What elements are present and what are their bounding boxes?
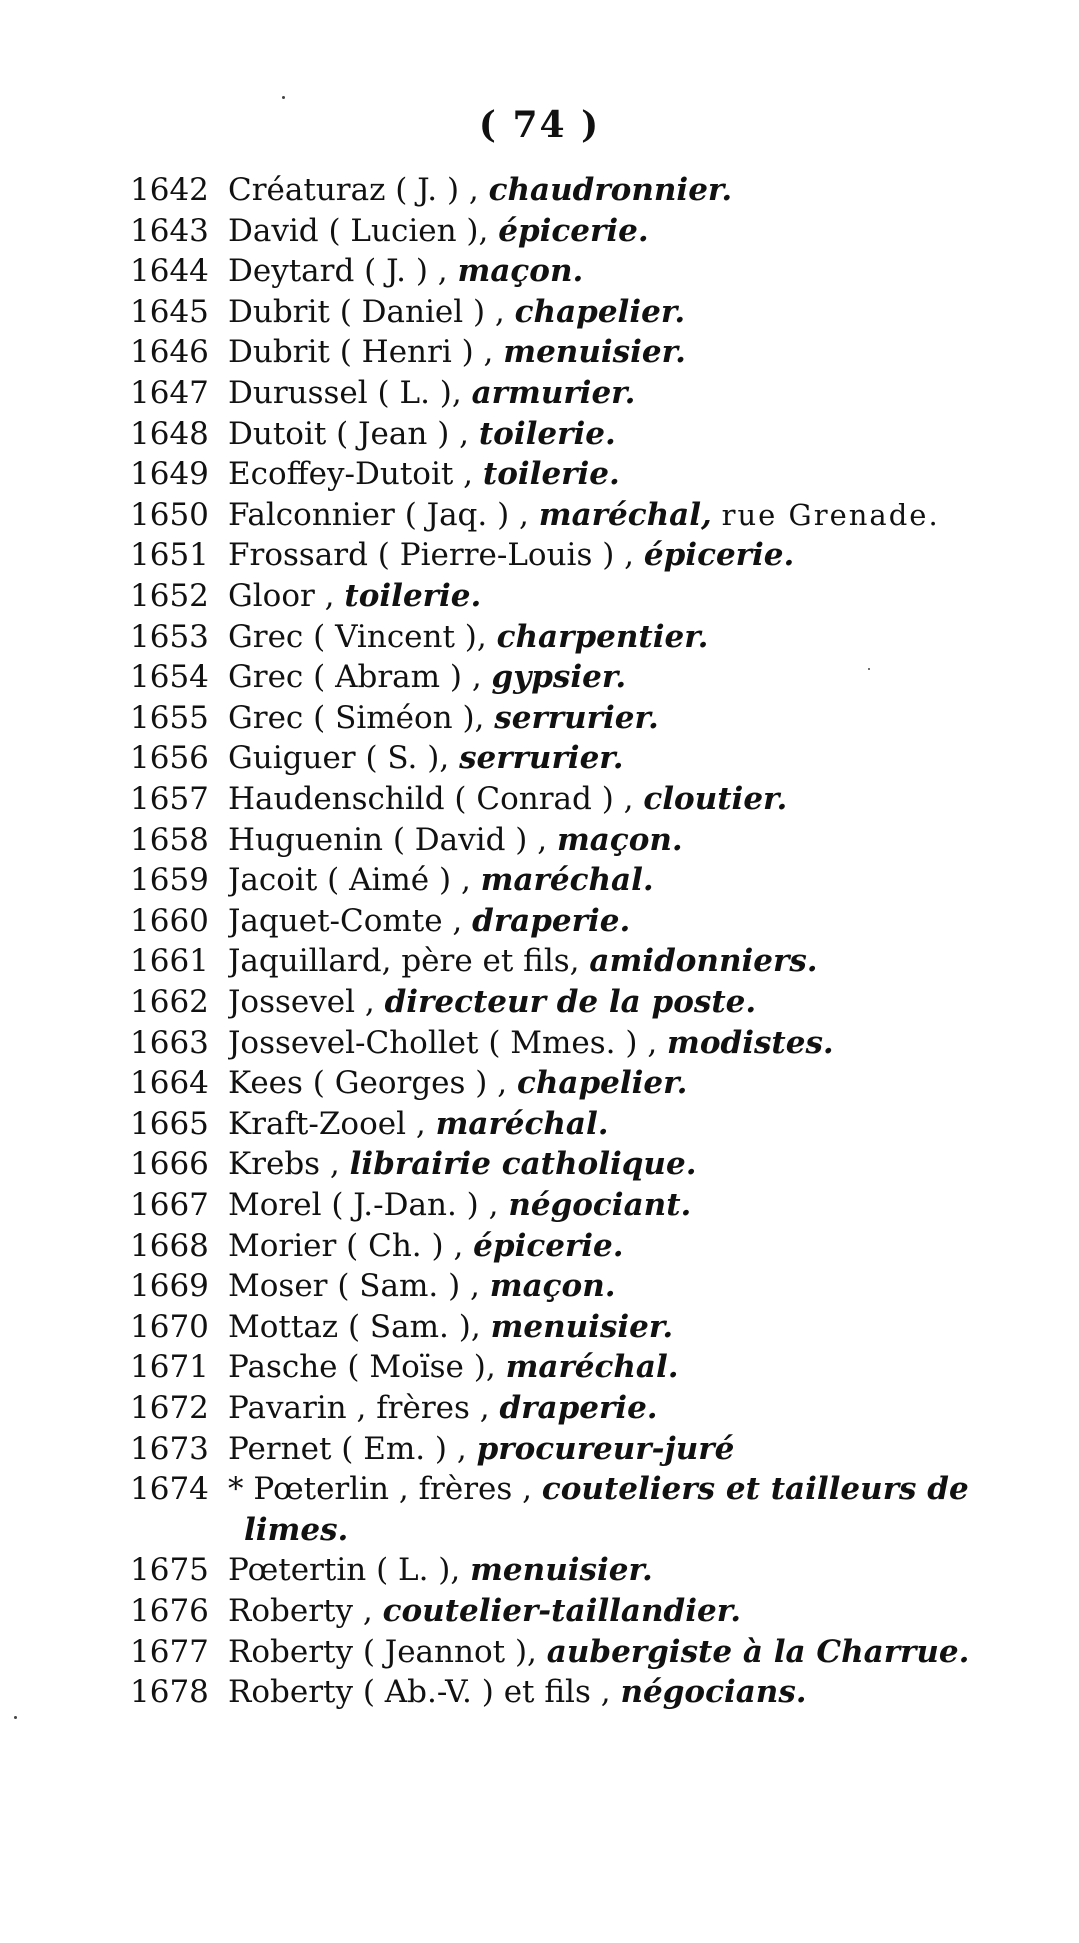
entry-name: * Pœterlin , frères , [228,1471,533,1507]
entry-text [228,1266,1048,1306]
entry-number: 1661 [130,943,209,979]
entry-number: 1671 [130,1349,209,1385]
entry-trade: maçon. [489,1268,616,1304]
entry-name: Dubrit ( Daniel ) , [228,294,505,330]
entry-name: Jacoit ( Aimé ) , [228,862,471,898]
entry-trade: coutelier-taillandier. [382,1593,741,1629]
entry-trade: maréchal. [480,862,654,898]
entry-text [228,1469,1048,1509]
entry-name: Gloor , [228,578,335,614]
entry-name: Pœtertin ( L. ), [228,1552,461,1588]
entry-text [228,982,1048,1022]
entry-text [228,1672,1048,1712]
entry-number: 1657 [130,781,209,817]
entry-text [228,1144,1048,1184]
entry-text [228,901,1048,941]
entry-name: Huguenin ( David ) , [228,822,548,858]
entry-number: 1677 [130,1634,209,1670]
entry-number: 1645 [130,294,209,330]
entry-trade: serrurier. [494,700,659,736]
entry-trade: gypsier. [491,659,627,695]
entry-text [228,1023,1048,1063]
entry-number: 1653 [130,619,209,655]
entry-number: 1664 [130,1065,209,1101]
entry-text [228,1550,1048,1590]
entry-name: Roberty , [228,1593,373,1629]
entry-trade: maréchal. [505,1349,679,1385]
entry-name: Durussel ( L. ), [228,375,462,411]
entry-number: 1654 [130,659,209,695]
entry-trade: chapelier. [514,294,686,330]
entry-trade: maréchal. [435,1106,609,1142]
entry-text [228,170,1048,210]
entry-number: 1668 [130,1228,209,1264]
entry-trade: chaudronnier. [488,172,733,208]
entry-trade: charpentier. [496,619,709,655]
entry-trade: menuisier. [490,1309,674,1345]
entry-trade: amidonniers. [589,943,818,979]
entry-name: Mottaz ( Sam. ), [228,1309,481,1345]
entry-trade: épicerie. [498,213,649,249]
entry-text [228,454,1048,494]
entry-number: 1655 [130,700,209,736]
entry-trade: négocians. [620,1674,807,1710]
entry-name: Jossevel-Chollet ( Mmes. ) , [228,1025,658,1061]
entry-name: Deytard ( J. ) , [228,253,448,289]
entry-text [228,820,1048,860]
entry-name: Grec ( Abram ) , [228,659,482,695]
entry-trade: aubergiste à la Charrue. [546,1634,970,1670]
entry-number: 1662 [130,984,209,1020]
entry-number: 1666 [130,1146,209,1182]
entry-text [228,1347,1048,1387]
entry-text [228,1226,1048,1266]
entry-number: 1646 [130,334,209,370]
entry-trade: négociant. [508,1187,692,1223]
entry-name: Morier ( Ch. ) , [228,1228,464,1264]
entry-trade: cloutier. [643,781,788,817]
entry-trade: maréchal, [538,497,712,533]
entry-name: Jossevel , [228,984,375,1020]
entry-name: David ( Lucien ), [228,213,489,249]
paper-speck [282,96,285,99]
entry-text [228,1104,1048,1144]
entry-number: 1676 [130,1593,209,1629]
entry-number: 1658 [130,822,209,858]
entry-number: 1648 [130,416,209,452]
entry-text [228,1632,1048,1672]
entry-trade: épicerie. [473,1228,624,1264]
entry-number: 1667 [130,1187,209,1223]
entry-name: Dutoit ( Jean ) , [228,416,469,452]
entry-name: Moser ( Sam. ) , [228,1268,480,1304]
entry-name: Morel ( J.-Dan. ) , [228,1187,499,1223]
entry-name: Grec ( Vincent ), [228,619,487,655]
entry-text [228,1185,1048,1225]
entry-number: 1669 [130,1268,209,1304]
entry-text [228,414,1048,454]
entry-number: 1647 [130,375,209,411]
entry-text [228,860,1048,900]
entry-name: Pernet ( Em. ) , [228,1431,467,1467]
entry-name: Kraft-Zooel , [228,1106,426,1142]
entry-trade: draperie. [472,903,631,939]
entry-trade: toilerie. [482,456,620,492]
entry-name: Pasche ( Moïse ), [228,1349,496,1385]
entry-trade: toilerie. [344,578,482,614]
entry-number: 1674 [130,1471,209,1507]
entry-number: 1675 [130,1552,209,1588]
directory-list [0,170,1079,1730]
entry-number: 1644 [130,253,209,289]
entry-trade: modistes. [667,1025,834,1061]
entry-number: 1672 [130,1390,209,1426]
entry-trade: toilerie. [478,416,616,452]
entry-text [228,576,1048,616]
entry-trade: armurier. [471,375,636,411]
entry-continuation: limes. [244,1512,349,1548]
entry-trade: épicerie. [643,537,795,573]
entry-number: 1678 [130,1674,209,1710]
entry-number: 1659 [130,862,209,898]
page-number: ( 74 ) [478,104,601,146]
entry-number: 1643 [130,213,209,249]
entry-trade: procureur-juré [476,1431,735,1467]
entry-number: 1670 [130,1309,209,1345]
entry-number: 1642 [130,172,209,208]
entry-text [228,779,1048,819]
entry-number: 1663 [130,1025,209,1061]
entry-name: Ecoffey-Dutoit , [228,456,474,492]
entry-number: 1656 [130,740,209,776]
entry-text [228,211,1048,251]
entry-text [228,1388,1048,1428]
entry-text [228,941,1048,981]
paper-speck [868,668,870,670]
entry-address: rue Grenade. [721,498,940,532]
entry-name: Roberty ( Jeannot ), [228,1634,537,1670]
entry-trade: couteliers et tailleurs de [541,1471,969,1507]
entry-name: Jaquillard, père et fils, [228,943,580,979]
entry-trade: serrurier. [459,740,624,776]
entry-text [228,1429,1048,1469]
entry-trade: directeur de la poste. [384,984,757,1020]
entry-text [228,495,1048,535]
entry-name: Krebs , [228,1146,340,1182]
entry-trade: chapelier. [516,1065,688,1101]
entry-number: 1652 [130,578,209,614]
entry-name: Haudenschild ( Conrad ) , [228,781,634,817]
entry-trade: menuisier. [503,334,686,370]
entry-text [228,1591,1048,1631]
entry-name: Créaturaz ( J. ) , [228,172,479,208]
entry-text [228,1307,1048,1347]
paper-speck [14,1716,17,1719]
entry-name: Kees ( Georges ) , [228,1065,508,1101]
entry-number: 1649 [130,456,209,492]
entry-text [228,292,1048,332]
entry-number: 1650 [130,497,209,533]
entry-text [228,373,1048,413]
entry-text [228,251,1048,291]
entry-trade: librairie catholique. [349,1146,697,1182]
entry-text [228,535,1048,575]
entry-name: Falconnier ( Jaq. ) , [228,497,529,533]
entry-name: Frossard ( Pierre-Louis ) , [228,537,635,573]
entry-text [228,657,1048,697]
entry-number: 1673 [130,1431,209,1467]
entry-text [228,738,1048,778]
entry-name: Pavarin , frères , [228,1390,490,1426]
entry-trade: menuisier. [470,1552,653,1588]
entry-trade: maçon. [556,822,683,858]
entry-name: Roberty ( Ab.-V. ) et fils , [228,1674,611,1710]
entry-name: Jaquet-Comte , [228,903,463,939]
entry-text [228,332,1048,372]
entry-name: Guiguer ( S. ), [228,740,450,776]
entry-text [228,617,1048,657]
entry-number: 1651 [130,537,209,573]
entry-name: Grec ( Siméon ), [228,700,485,736]
entry-name: Dubrit ( Henri ) , [228,334,494,370]
entry-number: 1660 [130,903,209,939]
entry-trade: draperie. [499,1390,658,1426]
entry-text [228,1063,1048,1103]
entry-text [228,698,1048,738]
entry-trade: maçon. [457,253,584,289]
entry-number: 1665 [130,1106,209,1142]
